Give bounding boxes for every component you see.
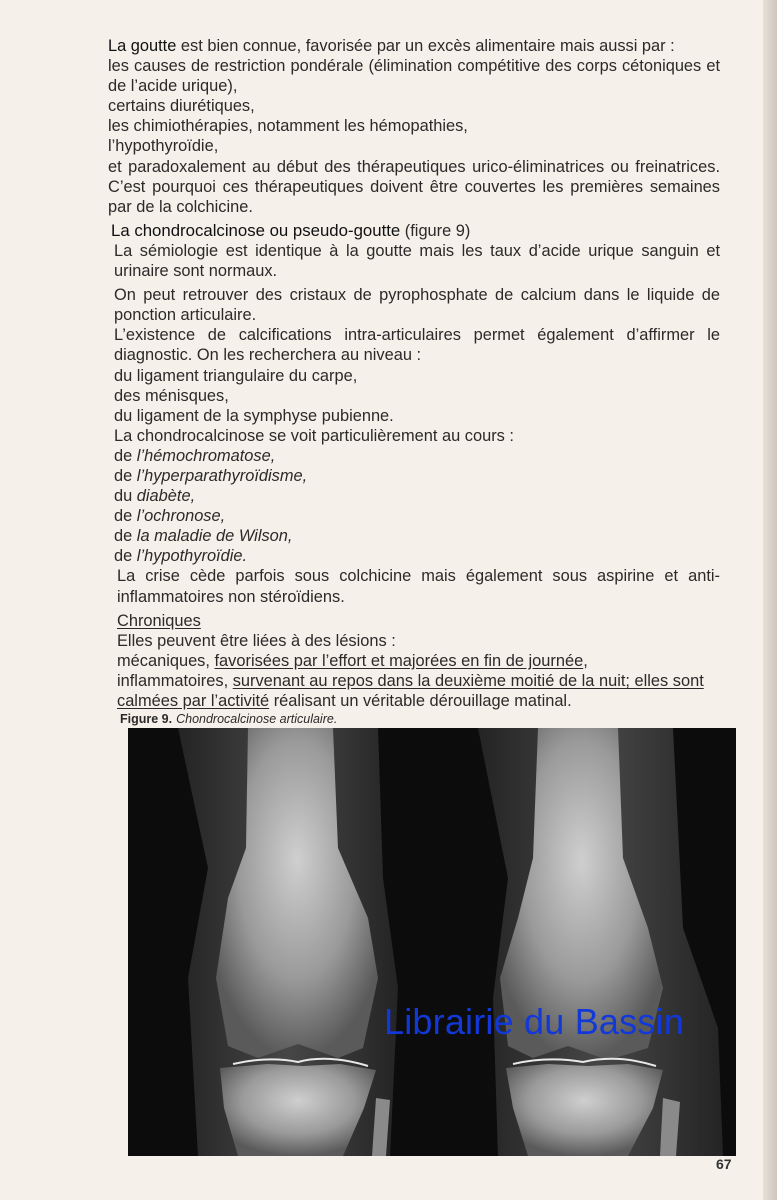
text-run: , [583, 651, 588, 670]
list-item [108, 506, 720, 526]
list-item [108, 466, 720, 486]
list-term: l’ochronose, [136, 507, 226, 526]
paragraph-calcifications: L’existence de calcifications intra-articulaires permet également d’affirmer le diagnostic. On les recherchera au niveau : [114, 326, 720, 365]
list-prefix: de [114, 527, 137, 546]
paragraph-au-cours: La chondrocalcinose se voit particulièrement au cours : [114, 426, 514, 445]
list-prefix: de [114, 446, 137, 465]
paragraph-mecaniques [108, 651, 720, 671]
page-edge [763, 0, 777, 1200]
paragraph-goutte [108, 36, 720, 56]
paragraph-text: est bien connue, favorisée par un excès alimentaire mais aussi par : [176, 37, 675, 55]
paragraph-crise: La crise cède parfois sous colchicine mais également sous aspirine et anti-inflammatoires non stéroïdiens. [117, 567, 720, 606]
paragraph-semiologie: La sémiologie est identique à la goutte mais les taux d’acide urique sanguin et urinaire sont normaux. [114, 241, 720, 281]
list-term: la maladie de Wilson, [136, 527, 293, 546]
list-item [108, 526, 720, 546]
underlined-text: favorisées par l’effort et majorées en fin de journée [214, 651, 584, 670]
xray-knees-illustration [128, 728, 736, 1156]
list-prefix: du [114, 487, 137, 506]
heading-goutte: La goutte [108, 37, 177, 55]
figure-label: Figure 9. [120, 712, 173, 726]
section-heading-chroniques [108, 611, 720, 631]
list-item-carpe: du ligament triangulaire du carpe, [114, 366, 358, 385]
text-run: mécaniques, [117, 651, 215, 670]
list-item-symphyse: du ligament de la symphyse pubienne. [114, 406, 394, 425]
list-term: diabète, [136, 487, 196, 506]
list-item-diuretiques: certains diurétiques, [108, 97, 255, 116]
list-prefix: de [114, 547, 137, 566]
xray-image [128, 728, 736, 1156]
list-prefix: de [114, 507, 137, 526]
list-item [108, 486, 720, 506]
list-term: l’hypothyroïdie. [136, 547, 248, 566]
text-run: inflammatoires, [117, 671, 233, 690]
paragraph-lesions: Elles peuvent être liées à des lésions : [117, 631, 396, 650]
list-prefix: de [114, 466, 137, 485]
paragraph-inflammatoires [108, 671, 720, 711]
list-term: l’hyperparathyroïdisme, [136, 466, 308, 485]
figure-caption-text: Chondrocalcinose articulaire. [176, 712, 338, 726]
list-item-menisques: des ménisques, [114, 386, 229, 405]
watermark: Librairie du Bassin [384, 1001, 684, 1042]
text-run: réalisant un véritable dérouillage matinal. [269, 692, 572, 710]
page-number: 67 [716, 1156, 732, 1172]
heading-chroniques: Chroniques [117, 611, 201, 630]
list-item [108, 546, 720, 566]
list-item-hypothyroidie: l’hypothyroïdie, [108, 137, 219, 156]
list-term: l’hémochromatose, [136, 446, 276, 465]
underlined-text: survenant au repos dans la deuxième moitié de la nuit; elles sont calmées par l’activité [117, 671, 704, 710]
figure-reference: (figure 9) [400, 221, 471, 240]
list-item-chimio: les chimiothérapies, notamment les hémopathies, [108, 117, 468, 136]
paragraph-paradoxalement: et paradoxalement au début des thérapeutiques urico-éliminatrices ou freinatrices. C’est pourquoi ces thérapeutiques doivent être couvertes les premières semaines par de la colchicine. [108, 157, 720, 216]
section-heading-chondrocalcinose [108, 221, 720, 241]
paragraph-cristaux: On peut retrouver des cristaux de pyrophosphate de calcium dans le liquide de ponction articulaire. [114, 286, 720, 325]
body-text [108, 36, 720, 711]
figure-caption [120, 712, 337, 726]
paragraph-restriction: les causes de restriction pondérale (élimination compétitive des corps cétoniques et de l’acide urique), [108, 57, 720, 96]
heading-chondrocalcinose: La chondrocalcinose ou pseudo-goutte [111, 220, 401, 240]
list-item [108, 446, 720, 466]
